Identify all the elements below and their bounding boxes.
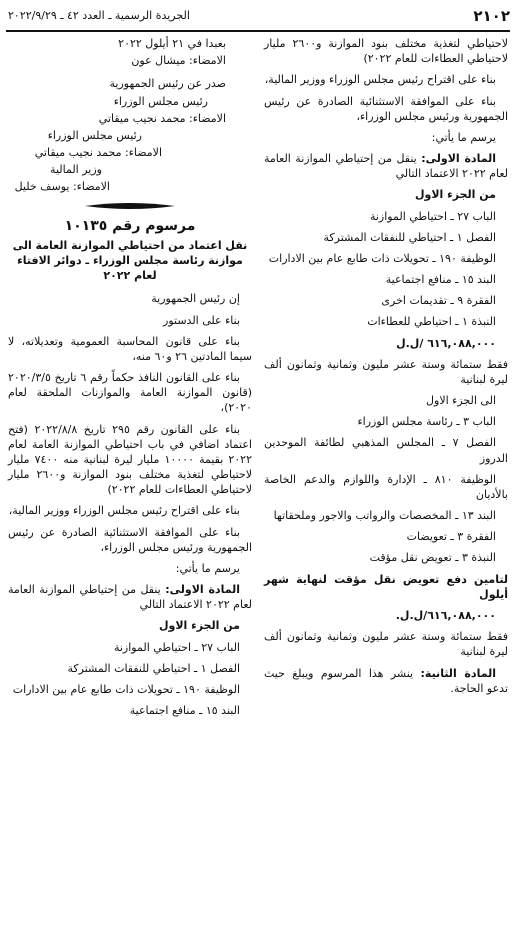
signature-line: الامضاء: محمد نجيب ميقاتي (98, 111, 226, 125)
paragraph: إن رئيس الجمهورية (151, 292, 240, 306)
divider-ornament (85, 201, 175, 211)
signature-line: وزير المالية (50, 163, 102, 177)
budget-line: النبذة ٣ ـ تعويض نقل مؤقت (369, 551, 496, 565)
right-column (264, 36, 508, 702)
running-head: الجريدة الرسمية ـ العدد ٤٢ ـ ٢٠٢٢/٩/٢٩ (8, 9, 190, 23)
paragraph: بناء على الدستور (163, 313, 240, 327)
section-heading: من الجزء الاول (414, 188, 496, 202)
purpose-line: لتامين دفع تعويض نقل مؤقت لنهاية شهر أيلول (264, 572, 508, 601)
signature-line: رئيس مجلس الوزراء (113, 94, 208, 108)
paragraph: يرسم ما يأتي: (431, 130, 496, 144)
article-two (264, 666, 508, 696)
paragraph: بناء على القانون رقم ٢٩٥ تاريخ ٢٠٢٢/٨/٨ (فتح اعتماد اضافي في باب احتياطي الموازنة العامة لعام ٢٠٢٢ بقيمة ١٠٠٠٠ مليار ليرة لبنانية منه ٧٤٠٠ مليار لاحتياطي لتغذية مختلف بنود الموازنة و٢٦٠٠ مليار لاحتياطي العطاءات للعام ٢٠٢٢) (8, 422, 253, 497)
decree-number: مرسوم رقم ١٠١٣٥ (64, 217, 196, 234)
budget-line: الوظيفة ٨١٠ ـ الإدارة واللوازم والدعم الخاصة بالأديان (264, 472, 508, 501)
left-column (8, 36, 252, 724)
article-label: المادة الاولى: (421, 152, 496, 166)
article-label: المادة الثانية: (420, 666, 496, 680)
amount: ٦١٦,٠٨٨,٠٠٠/ل.ل. (395, 608, 496, 622)
budget-line: الفصل ١ ـ احتياطي للنفقات المشتركة (323, 230, 496, 244)
signature-line: رئيس مجلس الوزراء (47, 128, 142, 142)
budget-line: الباب ٣ ـ رئاسة مجلس الوزراء (357, 415, 496, 429)
paragraph: بناء على اقتراح رئيس مجلس الوزراء ووزير المالية، (8, 504, 240, 518)
budget-line: الباب ٢٧ ـ احتياطي الموازنة (369, 209, 496, 223)
article-one (264, 151, 508, 181)
paragraph: بناء على قانون المحاسبة العمومية وتعديلاته، لا سيما المادتين ٢٦ و٦٠ منه، (8, 334, 252, 363)
page-number: ٢١٠٢ (473, 6, 510, 25)
budget-line: الوظيفة ١٩٠ ـ تحويلات ذات طابع عام بين الادارات (268, 251, 496, 265)
budget-line: البند ١٥ ـ منافع اجتماعية (129, 704, 240, 718)
signature-line: صدر عن رئيس الجمهورية (109, 77, 226, 91)
paragraph: يرسم ما يأتي: (175, 561, 240, 575)
budget-line: الفقرة ٩ ـ تقديمات اخرى (381, 294, 496, 308)
budget-line: الباب ٢٧ ـ احتياطي الموازنة (113, 640, 240, 654)
budget-line: النبذة ١ ـ احتياطي للعطاءات (367, 315, 496, 329)
article-text: ينشر هذا المرسوم ويبلغ حيث تدعو الحاجة. (264, 666, 508, 695)
signature-line: الامضاء: ميشال عون (131, 54, 226, 68)
budget-line: الفقرة ٣ ـ تعويضات (406, 530, 496, 544)
header-rule (6, 30, 510, 32)
budget-line: الفصل ٧ ـ المجلس المذهبي لطائفة الموحدين الدروز (264, 436, 508, 465)
budget-line: الفصل ١ ـ احتياطي للنفقات المشتركة (67, 661, 240, 675)
paragraph: بناء على الموافقة الاستثنائية الصادرة عن رئيس الجمهورية ورئيس مجلس الوزراء، (8, 525, 252, 554)
paragraph: بناء على القانون النافذ حكماً رقم ٦ تاريخ ٢٠٢٠/٣/٥ (قانون الموازنة العامة والموازنات الملحقة لعام ٢٠٢٠)، (8, 371, 252, 415)
amount-words: فقط ستمائة وستة عشر مليون وثمانية وثمانون ألف ليرة لبنانية (264, 357, 508, 386)
budget-line: الوظيفة ١٩٠ ـ تحويلات ذات طابع عام بين الادارات (12, 682, 240, 696)
budget-line: البند ١٣ ـ المخصصات والرواتب والاجور وملحقاتها (273, 509, 496, 523)
article-text: ينقل من إحتياطي الموازنة العامة لعام ٢٠٢٢ الاعتماد التالي (264, 152, 508, 181)
paragraph: بناء على اقتراح رئيس مجلس الوزراء ووزير المالية، (264, 73, 496, 87)
section-heading: من الجزء الاول (158, 619, 240, 633)
signature-line: الامضاء: يوسف خليل (14, 180, 110, 194)
page-header (8, 6, 510, 26)
article-text: ينقل من إحتياطي الموازنة العامة لعام ٢٠٢٢ الاعتماد التالي (8, 583, 252, 612)
signature-line: بعبدا في ٢١ أيلول ٢٠٢٢ (118, 37, 226, 50)
article-one (8, 582, 252, 612)
amount: ٦١٦,٠٨٨,٠٠٠ /ل.ل (396, 336, 496, 350)
amount-words: فقط ستمائة وستة عشر مليون وثمانية وثمانون ألف ليرة لبنانية (264, 630, 508, 659)
paragraph: بناء على الموافقة الاستثنائية الصادرة عن رئيس الجمهورية ورئيس مجلس الوزراء، (264, 94, 508, 123)
article-label: المادة الاولى: (165, 583, 240, 597)
budget-line: البند ١٥ ـ منافع اجتماعية (385, 273, 496, 287)
section-divider (85, 201, 175, 211)
signature-line: الامضاء: محمد نجيب ميقاتي (34, 146, 162, 160)
decree-title: نقل اعتماد من احتياطي الموازنة العامة الى موازنة رئاسة مجلس الوزراء ـ دوائر الافتاء لعام ٢٠٢٢ (12, 238, 248, 283)
paragraph: لاحتياطي لتغذية مختلف بنود الموازنة و٢٦٠٠ مليار لاحتياطي العطاءات للعام ٢٠٢٢) (264, 37, 509, 66)
section-heading: الى الجزء الاول (426, 394, 496, 408)
